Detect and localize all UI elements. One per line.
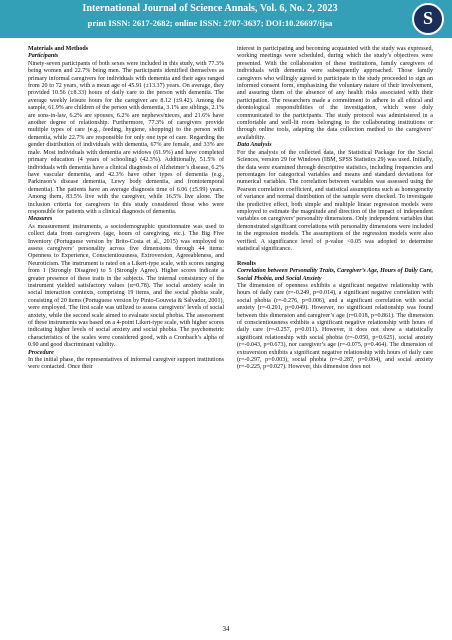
participants-paragraph: Ninety-seven participants of both sexes were included in this study, with 77.3% being women and 22.7% being men. The participants identified themselves as primary informal caregivers for individuals with dementia and their ages ranged from 20 to 72 years, with a mean age of 45.91 (±13.37) years. On average, they provided 10.56 (±8.33) hours of daily care to the person with dementia. The average weekly leisure hours for the caregiver are 8.12 (±9.42). Among the sample, 61.9% are children of the person with dementia, 3.1% are siblings, 2.1% are sons-in-law, 6.2% are spouses, 6.2% are nephews/nieces, and 21.6% have another degree of relationship. Furthermore, 77.3% of caregivers provide multiple types of care (e.g., feeding, hygiene, shopping) to the person with dementia, while 22.7% are responsible for only one type of care. Regarding the gender distribution of individuals with dementia, 67% are female, and 33% are male. Most individuals with dementia are widows (61.9%) and have completed primary education (4 years of schooling) (42.3%). Additionally, 51.5% of individuals with dementia have a clinical diagnosis of Alzheimer’s disease, 6.2% have vascular dementia, and 42.3% have other types of dementia (e.g., Parkinson’s disease dementia, Lewy body dementia, and frontotemporal dementia). The patients have an average diagnosis time of 6.06 (±5.99) years. Among them, 83.5% live with the caregiver, while 16.5% live alone. The inclusion criteria for caregivers in this study considered those who were responsible for patients with a clinical diagnosis of dementia.	[28, 60, 224, 215]
left-column	[28, 46, 224, 372]
journal-header	[0, 0, 452, 38]
journal-logo-letter: S	[422, 8, 433, 28]
measures-paragraph: As measurement instruments, a sociodemographic questionnaire was used to collect data from caregivers (age, hours of caregiving, etc.). The Big Five Inventory (Portuguese version by Brito-Costa et al., 2015) was employed to assess caregivers’ personality across five dimensions through 44 items: Openness to Experience, Conscientiousness, Extroversion, Agreeableness, and Neuroticism. The instrument is rated on a Likert-type scale, with scores ranging from 1 (Strongly Disagree) to 5 (Strongly Agree). Higher scores indicate a greater presence of these traits in the subjects. The internal consistency of the instrument yielded satisfactory values (α=0.78). The social anxiety scale in social interaction contexts, comprising 19 items, and the social phobia scale, consisting of 20 items (Portuguese version by Pinto-Gouveia & Salvador, 2001), were employed. The first scale was utilized to assess caregivers’ levels of social anxiety, while the second scale aimed to evaluate social phobia. The assessment of these instruments was based on a 4-point Likert-type scale, with higher scores indicating higher levels of social anxiety and social phobia. The psychometric characteristics of the scales were considered good, with a Cronbach’s alpha of 0.90 and good discriminant validity.	[28, 223, 224, 349]
journal-logo	[412, 3, 444, 35]
data-analysis-paragraph: For the analysis of the collected data, the Statistical Package for the Social Sciences, version 29 for Windows (IBM, SPSS Statistics 29) was used. Initially, the data were examined through descriptive statistics, including frequencies and percentages for categorical variables and means and standard deviations for numerical variables. The correlation between variables was assessed using the Pearson correlation coefficient, and statistical assumptions such as homogeneity of variance and normal distribution of the sample were checked. To investigate the predictive effect, both simple and multiple linear regression models were employed to estimate the magnitude and direction of the impact of independent variables on caregivers’ personality dimensions. Only independent variables that demonstrated significant correlations with personality dimensions were included in the regression models. The assumptions of the regression models were also verified. A significance level of p-value <0.05 was adopted to determine statistical significance.	[237, 149, 433, 252]
section-spacer	[237, 253, 433, 260]
procedure-paragraph: In the initial phase, the representatives of informal caregiver support institutions were contacted. Once their	[28, 357, 224, 371]
procedure-heading: Procedure	[28, 349, 54, 356]
results-heading: Results	[237, 260, 256, 267]
right-column	[237, 46, 433, 372]
data-analysis-heading: Data Analysis	[237, 142, 272, 149]
page-number: 34	[222, 625, 230, 633]
issn-line: print ISSN: 2617-2682; online ISSN: 2707-3637; DOI:10.26697/ijsa	[87, 18, 333, 28]
participants-heading: Participants	[28, 53, 59, 60]
journal-title: International Journal of Science Annals, Vol. 6, No. 2, 2023	[82, 3, 338, 14]
procedure-continued-paragraph: interest in participating and becoming acquainted with the study was expressed, working meetings were scheduled, during which the study’s objectives were presented. With the collaboration of these institutions, family caregivers of individuals with dementia were subsequently approached. Those family caregivers who willingly agreed to participate in the study proceeded to sign an informed consent form, emphasizing the voluntary nature of their involvement, and assuring them of the absence of any health risks associated with their participation. The researchers made a commitment to adhere to all ethical and deontological responsibilities of the investigation, which were duly communicated to the participants. The study protocol was administered in a comfortable and well-lit room belonging to the collaborating institutions or through online tools, adapting the data collection method to the caregivers’ availability.	[237, 46, 433, 141]
results-paragraph: The dimension of openness exhibits a significant negative relationship with hours of daily care (r=-0.249, p=0.014), a significant negative correlation with social phobia (r=-0.276, p=0.006), and a significant correlation with social anxiety (r=-0.201, p=0.049). However, no significant relationship was found between this dimension and caregiver’s age (r=0.018, p=0.861). The dimension of conscientiousness exhibits a significant negative relationship with hours of daily care (r=-0.257, p=0.011). However, it does not show a statistically significant relationship with social phobia (r=-0.050, p=0.625), social anxiety (r=-0.043, p=0.673), nor caregiver’s age (r=-0.075, p=0.464). The dimension of extraversion exhibits a significant negative relationship with hours of daily care (r=-0.297, p=0.003), social phobia (r=-0.287, p=0.004), and social anxiety (r=-0.225, p=0.027). However, this dimension does not	[237, 282, 433, 371]
results-subheading: Correlation between Personality Traits, Caregiver’s Age, Hours of Daily Care, Social Phobia, and Social Anxiety	[237, 268, 433, 282]
materials-heading: Materials and Methods	[28, 46, 89, 52]
measures-heading: Measures	[28, 216, 53, 223]
